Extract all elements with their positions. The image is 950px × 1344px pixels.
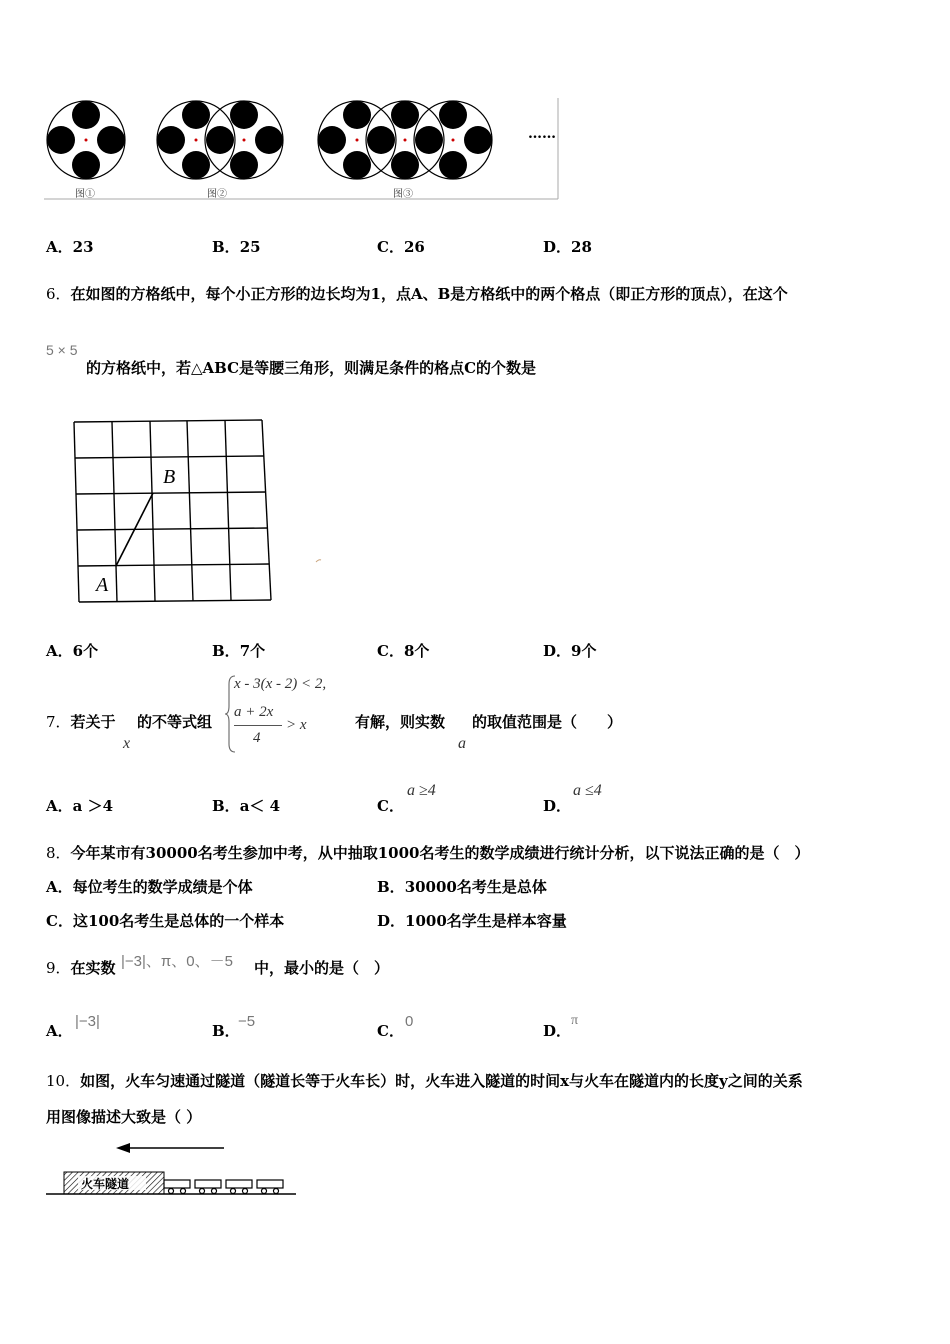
q7-text-mid: 的不等式组 — [137, 713, 213, 731]
option-key: A． — [46, 642, 73, 660]
option-key: C． — [377, 1022, 404, 1040]
q7-text-end: 的取值范围是（ ） — [472, 713, 623, 731]
option-text: 30000名考生是总体 — [404, 878, 547, 896]
option-key: B． — [212, 797, 240, 815]
q10-text-2: 用图像描述大致是（ ） — [46, 1108, 202, 1126]
q7-fraction-denominator: 4 — [253, 730, 261, 746]
option-key: D． — [543, 1022, 572, 1040]
option-text: 1000名学生是样本容量 — [405, 912, 567, 930]
q10-train-figure — [44, 1138, 300, 1202]
q7-option-d[interactable] — [543, 795, 571, 816]
option-text: 8个 — [403, 642, 430, 660]
option-text: 9个 — [571, 642, 597, 660]
q8-option-b[interactable] — [377, 876, 547, 897]
q9-option-a[interactable] — [46, 1020, 73, 1041]
option-text: 6个 — [72, 642, 99, 660]
q9-option-d[interactable] — [543, 1020, 571, 1041]
q7-fraction-bar — [234, 725, 282, 726]
option-text: 每位考生的数学成绩是个体 — [72, 878, 253, 896]
q8-option-a[interactable] — [46, 876, 253, 897]
q8-stem — [46, 842, 810, 863]
q7-fraction-relation: > x — [286, 717, 307, 733]
q6-option-d[interactable] — [543, 640, 596, 661]
figure-1-caption: 图① — [75, 189, 95, 200]
option-key: D． — [543, 642, 572, 660]
q9-option-a-math: |−3| — [75, 1013, 100, 1030]
q7-text-before: 若关于 — [70, 713, 116, 731]
q5-option-c[interactable] — [377, 236, 425, 257]
q7-var-a: a — [458, 735, 466, 752]
q6-stem-line1 — [46, 283, 788, 304]
q8-option-c[interactable] — [46, 910, 284, 931]
q9-number-list: |−3|、π、0、－5 — [121, 953, 233, 970]
option-key: B． — [212, 238, 240, 256]
q8-number: 8． — [46, 844, 71, 862]
q6-grid-figure — [66, 414, 328, 610]
option-text: 7个 — [239, 642, 266, 660]
figure-1-pattern — [47, 101, 125, 179]
q6-text-2: 的方格纸中，若△ABC是等腰三角形，则满足条件的格点C的个数是 — [86, 359, 537, 377]
option-key: B． — [377, 878, 405, 896]
q9-option-c[interactable] — [377, 1020, 404, 1041]
q7-inequality-system — [224, 674, 354, 754]
q5-option-a[interactable] — [46, 236, 94, 257]
q6-option-c[interactable] — [377, 640, 429, 661]
option-key: C． — [377, 238, 404, 256]
option-key: D． — [543, 238, 572, 256]
option-text: 23 — [72, 238, 94, 256]
figure-3-pattern — [318, 101, 492, 179]
option-key: C． — [377, 642, 404, 660]
q10-stem-line1 — [46, 1070, 803, 1091]
train-cars — [164, 1180, 283, 1194]
q7-stem — [46, 711, 116, 732]
direction-arrow-icon — [116, 1143, 224, 1153]
q9-option-c-math: 0 — [405, 1013, 414, 1030]
option-text: a＜ 4 — [239, 797, 281, 815]
q9-text-before: 在实数 — [70, 959, 116, 977]
q6-text-1: 在如图的方格纸中，每个小正方形的边长均为1，点A、B是方格纸中的两个格点（即正方形的顶点），在这个 — [70, 285, 788, 303]
point-b-label: B — [163, 466, 176, 488]
option-text: 25 — [239, 238, 261, 256]
q6-size-label: 5 × 5 — [46, 342, 78, 358]
tunnel-label: 火车隧道 — [81, 1177, 130, 1191]
option-key: B． — [212, 1022, 240, 1040]
q7-option-c-math: a ≥4 — [407, 782, 436, 799]
point-a-label: A — [96, 574, 109, 596]
option-key: A． — [46, 238, 73, 256]
q8-text: 今年某市有30000名考生参加中考，从中抽取1000名考生的数学成绩进行统计分析，以下说法正确的是（ ） — [70, 844, 810, 862]
q7-number: 7． — [46, 713, 71, 731]
option-key: A． — [46, 797, 73, 815]
option-key: C． — [46, 912, 73, 930]
q9-text-after: 中，最小的是（ ） — [254, 959, 390, 977]
q7-fraction-numerator: a + 2x — [234, 704, 274, 720]
figure-2-pattern — [157, 101, 283, 179]
figure-3-caption: 图③ — [393, 189, 413, 200]
option-text: 26 — [403, 238, 425, 256]
q7-option-b[interactable] — [212, 795, 280, 816]
option-text: a ＞4 — [72, 797, 114, 815]
q7-option-d-math: a ≤4 — [573, 782, 602, 799]
q6-number: 6． — [46, 285, 71, 303]
option-key: A． — [46, 878, 73, 896]
q5-option-d[interactable] — [543, 236, 592, 257]
q9-option-d-math: π — [571, 1013, 579, 1028]
option-text: 这100名考生是总体的一个样本 — [72, 912, 285, 930]
q9-option-b[interactable] — [212, 1020, 240, 1041]
q10-text-1: 如图，火车匀速通过隧道（隧道长等于火车长）时，火车进入隧道的时间x与火车在隧道内的长度y之间的关系 — [80, 1072, 803, 1090]
q5-option-b[interactable] — [212, 236, 261, 257]
option-key: D． — [543, 797, 572, 815]
q9-number: 9． — [46, 959, 71, 977]
q7-text-after: 有解，则实数 — [355, 713, 446, 731]
q9-option-b-math: −5 — [238, 1013, 256, 1030]
option-key: D． — [377, 912, 406, 930]
q9-stem — [46, 957, 116, 978]
option-key: C． — [377, 797, 404, 815]
q6-option-b[interactable] — [212, 640, 265, 661]
q8-option-d[interactable] — [377, 910, 567, 931]
q7-var-x: x — [123, 735, 131, 752]
q7-option-a[interactable] — [46, 795, 113, 816]
figure-ellipsis: …… — [528, 126, 556, 142]
option-text: 28 — [571, 238, 592, 256]
option-key: A． — [46, 1022, 73, 1040]
q6-option-a[interactable] — [46, 640, 98, 661]
q7-inequality-1: x - 3(x - 2) < 2, — [234, 676, 327, 692]
q5-figure — [44, 98, 560, 202]
figure-2-caption: 图② — [207, 189, 227, 200]
q5-pattern-svg — [44, 98, 560, 202]
q7-option-c[interactable] — [377, 795, 404, 816]
option-key: B． — [212, 642, 240, 660]
train-tunnel-svg — [44, 1138, 300, 1202]
q10-number: 10． — [46, 1072, 81, 1090]
